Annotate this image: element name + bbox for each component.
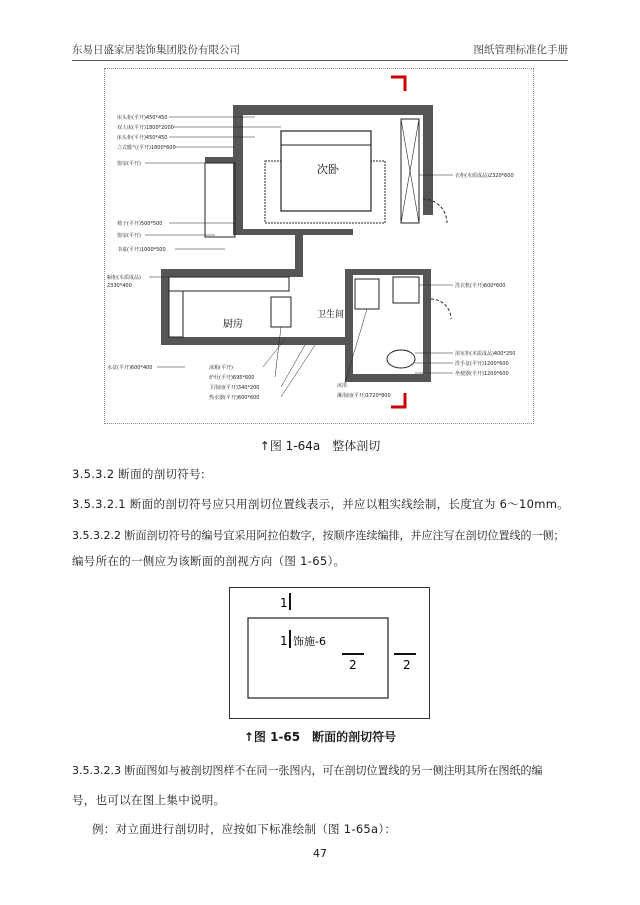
floor-plan-drawing xyxy=(105,69,535,425)
label-left-7: 窗帘(平开) xyxy=(117,233,141,239)
room-bedroom: 次卧 xyxy=(317,163,339,176)
label-left-11: 水盆(平开)600*400 xyxy=(107,365,153,371)
paragraph-3-5-3-2-1: 3.5.3.2.1 断面的剖切符号应只用剖切位置线表示，并应以粗实线绘制，长度宜为 6～10mm。 xyxy=(72,497,570,511)
label-right-3: 浴室柜(木质成品)400*250 xyxy=(455,351,516,357)
section-marker-top xyxy=(391,77,405,91)
room-kitchen: 厨房 xyxy=(223,319,243,330)
desk xyxy=(205,163,235,237)
figure2-caption: ↑图 1-65 断面的剖切符号 xyxy=(243,730,397,744)
bottom-annotations xyxy=(209,364,391,401)
label-bottom-2: 炉灶(平开)695*600 xyxy=(209,375,255,381)
label-right-2: 洗衣机(平开)600*600 xyxy=(455,283,506,289)
label-left-6: 椅子(平开)500*500 xyxy=(117,221,163,227)
label-left-9: 橱柜(木质成品) xyxy=(107,275,141,281)
label-left-1: 床头柜(平开)450*450 xyxy=(117,115,168,121)
paragraph-3-5-3-2-3-line2: 号，也可以在图上集中说明。 xyxy=(72,793,226,807)
paragraph-3-5-3-2-2-line2: 编号所在的一侧应为该断面的剖视方向（图 1-65）。 xyxy=(72,554,346,568)
cut-number-2-outer: 2 xyxy=(403,658,411,672)
kitchen-counter xyxy=(169,277,289,291)
header-manual-title: 图纸管理标准化手册 xyxy=(473,44,568,56)
section-marker-bottom xyxy=(391,393,405,407)
room-bathroom: 卫生间 xyxy=(317,310,345,320)
stove xyxy=(271,297,291,327)
label-right-4: 洗手盆(平开)1200*600 xyxy=(455,361,509,367)
paragraph-3-5-3-2-2-line1: 3.5.3.2.2 断面剖切符号的编号宜采用阿拉伯数字，按顺序连续编排，并应注写在剖切位置线的一侧； xyxy=(72,529,565,542)
shower xyxy=(355,279,379,309)
header-rule xyxy=(72,60,568,61)
paragraph-3-5-3-2: 3.5.3.2 断面的剖切符号: xyxy=(72,467,206,481)
floor-plan-figure xyxy=(104,68,534,424)
label-left-10: 2330*400 xyxy=(107,283,132,289)
label-bottom-3: 卫浴间(平开)340*200 xyxy=(209,385,260,391)
label-right-5: 坐便器(平开)1200*600 xyxy=(455,371,509,377)
paragraph-3-5-3-2-3-line1: 3.5.3.2.3 断面图如与被剖切图样不在同一张图内，可在剖切位置线的另一侧注明其所在图纸的编 xyxy=(72,764,543,777)
label-left-4: 立式暖气(平开)1800*600 xyxy=(117,145,176,151)
page-number: 47 xyxy=(313,847,327,860)
paragraph-example: 例：对立面进行剖切时，应按如下标准绘制（图 1-65a）： xyxy=(92,822,397,836)
header-company: 东易日盛家居装饰集团股份有限公司 xyxy=(72,44,240,56)
drawing-reference-label: 饰施-6 xyxy=(293,635,326,648)
page-header xyxy=(72,42,568,58)
label-bottom-6: 淋浴间(平开)1720*800 xyxy=(337,393,391,399)
label-left-3: 床头柜(平开)450*450 xyxy=(117,135,168,141)
section-box xyxy=(248,618,388,698)
label-right-1: 衣柜(木质成品)2320*600 xyxy=(455,173,514,179)
label-left-2: 双人床(平开)1800*2000 xyxy=(117,125,174,131)
cut-number-1-inner: 1 xyxy=(280,634,288,648)
figure1-caption: ↑图 1-64a 整体剖切 xyxy=(259,439,381,453)
label-left-8: 书桌(平开)1000*500 xyxy=(117,247,166,253)
label-bottom-4: 热水器(平开)600*600 xyxy=(209,395,260,401)
cut-number-1-top: 1 xyxy=(280,596,288,610)
section-symbol-drawing xyxy=(230,588,431,720)
cut-number-2-inner: 2 xyxy=(349,658,357,672)
washing-machine xyxy=(393,277,419,303)
section-symbol-figure xyxy=(229,587,430,719)
right-annotations xyxy=(455,172,516,377)
label-bottom-1: 冰箱(平开) xyxy=(209,365,233,371)
label-left-5: 窗帘(平开) xyxy=(117,161,141,167)
label-bottom-5: 沐浴 xyxy=(337,383,348,389)
washbasin xyxy=(387,350,415,368)
